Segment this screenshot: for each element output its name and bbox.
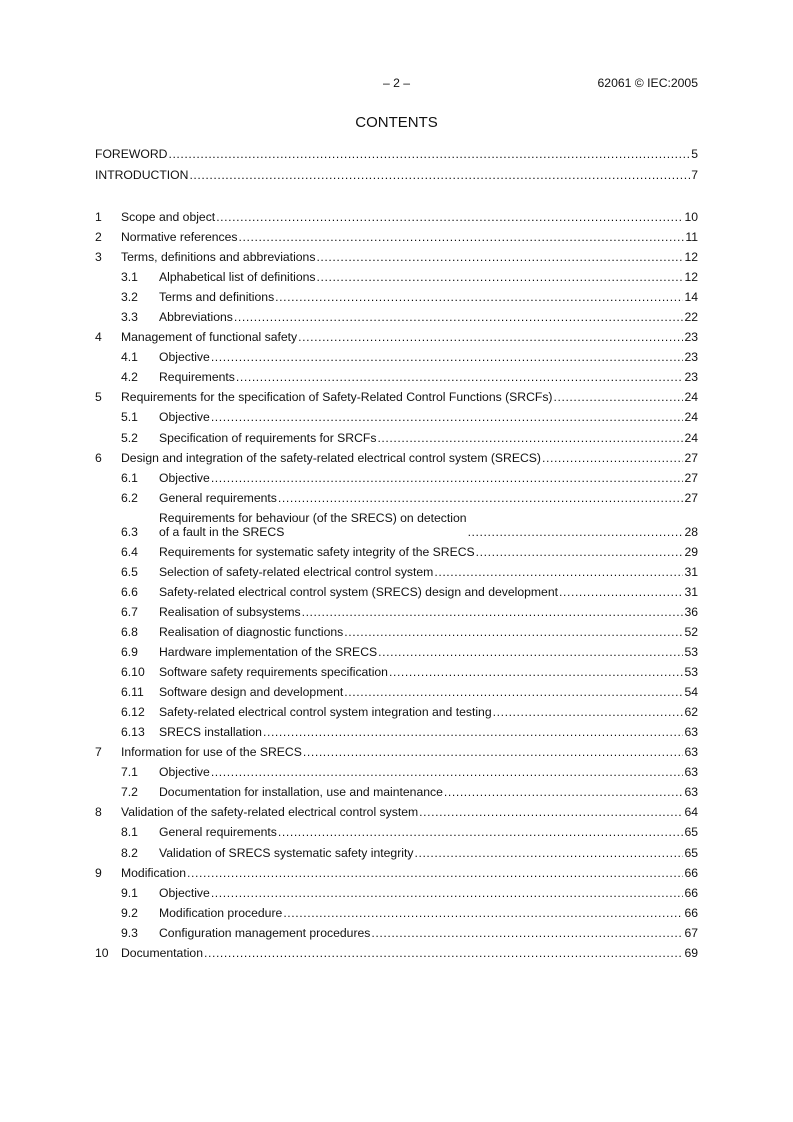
toc-entry[interactable] — [95, 742, 698, 762]
toc-entry[interactable] — [95, 883, 698, 903]
toc-entry-page: 36 — [684, 604, 698, 619]
toc-entry-title: Requirements for the specification of Safety-Related Control Functions (SRCFs) — [121, 390, 553, 405]
toc-entry[interactable] — [95, 428, 698, 448]
toc-entry-number: 8.1 — [121, 825, 138, 840]
dot-leader — [275, 287, 683, 307]
toc-entry-page: 27 — [684, 450, 698, 465]
toc-entry-page: 52 — [684, 624, 698, 639]
toc-entry-number: 6.13 — [121, 725, 145, 740]
toc-entry-number: 6.3 — [121, 524, 138, 539]
toc-entry-page: 63 — [684, 765, 698, 780]
dot-leader — [493, 702, 684, 722]
toc-entry-number: 6.12 — [121, 705, 145, 720]
toc-entry-title: Safety-related electrical control system integration and testing — [159, 705, 492, 720]
toc-entry-title: Modification — [121, 865, 187, 880]
toc-entry[interactable] — [95, 802, 698, 822]
toc-entry[interactable] — [95, 943, 698, 963]
dot-leader — [419, 802, 683, 822]
toc-entry-number: 6.10 — [121, 665, 145, 680]
dot-leader — [303, 742, 684, 762]
toc-entry-page: 24 — [684, 430, 698, 445]
toc-entry-page: 27 — [684, 490, 698, 505]
toc-entry[interactable] — [95, 642, 698, 662]
toc-entry-number: 6.6 — [121, 584, 138, 599]
toc-entry-page: 66 — [684, 865, 698, 880]
page-number: – 2 – — [382, 76, 411, 90]
toc-entry[interactable] — [95, 822, 698, 842]
toc-entry[interactable] — [95, 662, 698, 682]
toc-main — [95, 207, 698, 963]
dot-leader — [559, 582, 683, 602]
toc-entry-title: Realisation of diagnostic functions — [159, 624, 344, 639]
toc-entry-title: SRECS installation — [159, 725, 262, 740]
toc-entry[interactable] — [95, 287, 698, 307]
toc-entry-number: 4 — [95, 330, 102, 345]
toc-entry-page: 23 — [684, 370, 698, 385]
toc-entry-title: Specification of requirements for SRCFs — [159, 430, 377, 445]
toc-entry-title: Validation of SRECS systematic safety integrity — [159, 845, 414, 860]
toc-entry-title: Selection of safety-related electrical control system — [159, 564, 434, 579]
toc-entry-title: INTRODUCTION — [95, 167, 189, 182]
dot-leader — [476, 542, 684, 562]
toc-entry-number: 3.2 — [121, 290, 138, 305]
toc-entry-page: 69 — [684, 945, 698, 960]
toc-entry-page: 67 — [684, 925, 698, 940]
toc-entry-title: Objective — [159, 885, 210, 900]
dot-leader — [278, 488, 684, 508]
toc-entry[interactable] — [95, 562, 698, 582]
toc-entry-title: Information for use of the SRECS — [121, 745, 302, 760]
dot-leader — [239, 227, 685, 247]
dot-leader — [211, 347, 684, 367]
toc-entry-page: 10 — [684, 210, 698, 224]
toc-entry[interactable] — [95, 782, 698, 802]
toc-entry-title: Documentation for installation, use and maintenance — [159, 785, 443, 800]
toc-entry[interactable] — [95, 722, 698, 742]
dot-leader — [414, 843, 683, 863]
dot-leader — [378, 642, 683, 662]
toc-entry-page: 5 — [691, 146, 698, 161]
toc-entry-number: 3.3 — [121, 310, 138, 325]
toc-entry-page: 63 — [684, 785, 698, 800]
dot-leader — [434, 562, 683, 582]
toc-entry[interactable] — [95, 347, 698, 367]
dot-leader — [468, 522, 684, 542]
toc-entry-number: 5 — [95, 390, 102, 405]
toc-entry-title: Terms and definitions — [159, 290, 275, 305]
toc-entry[interactable] — [95, 582, 698, 602]
toc-entry-number: 4.1 — [121, 350, 138, 365]
toc-entry[interactable] — [95, 143, 698, 164]
toc-entry-page: 31 — [684, 564, 698, 579]
dot-leader — [316, 247, 683, 267]
toc-entry-page: 54 — [684, 685, 698, 700]
dot-leader — [189, 165, 690, 185]
toc-entry-page: 63 — [684, 725, 698, 740]
toc-entry-page: 62 — [684, 705, 698, 720]
dot-leader — [263, 722, 683, 742]
toc-entry-title: Requirements — [159, 370, 235, 385]
toc-entry-number: 7 — [95, 745, 102, 760]
toc-entry-title: Objective — [159, 765, 210, 780]
dot-leader — [211, 407, 684, 427]
toc-entry-title: Normative references — [121, 230, 238, 245]
dot-leader — [187, 863, 683, 883]
toc-entry-title: General requirements — [159, 825, 277, 840]
toc-entry-number: 8.2 — [121, 845, 138, 860]
toc-entry[interactable] — [95, 164, 698, 185]
toc-entry-number: 10 — [95, 945, 109, 960]
toc-entry[interactable] — [95, 267, 698, 287]
toc-entry-number: 6.5 — [121, 564, 138, 579]
dot-leader — [236, 367, 684, 387]
toc-entry-number: 6.11 — [121, 685, 144, 700]
toc-entry-number: 6.2 — [121, 490, 138, 505]
toc-entry[interactable] — [95, 682, 698, 702]
toc-entry[interactable] — [95, 843, 698, 863]
toc-entry-page: 24 — [684, 410, 698, 425]
toc-entry[interactable] — [95, 622, 698, 642]
toc-entry-page: 66 — [684, 885, 698, 900]
toc-entry-page: 14 — [684, 290, 698, 305]
toc-entry-number: 1 — [95, 210, 102, 224]
toc-entry-page: 11 — [685, 230, 698, 245]
toc-entry-page: 63 — [684, 745, 698, 760]
dot-leader — [298, 327, 683, 347]
toc-entry[interactable] — [95, 207, 698, 227]
toc-entry[interactable] — [95, 367, 698, 387]
toc-entry-title: Hardware implementation of the SRECS — [159, 645, 378, 660]
toc-entry-page: 53 — [684, 645, 698, 660]
toc-entry-number: 8 — [95, 805, 102, 820]
toc-entry-title: Requirements for behaviour (of the SRECS) on detection of a fault in the SRECS — [159, 510, 467, 539]
toc-entry-title: Alphabetical list of definitions — [159, 270, 316, 285]
toc-entry-number: 6.4 — [121, 544, 138, 559]
toc-entry-title: General requirements — [159, 490, 277, 505]
toc-entry-page: 65 — [684, 845, 698, 860]
toc-entry-page: 23 — [684, 350, 698, 365]
toc-entry[interactable] — [95, 468, 698, 488]
dot-leader — [204, 943, 683, 963]
dot-leader — [344, 682, 683, 702]
toc-entry-number: 6.1 — [121, 470, 138, 485]
toc-front-matter — [95, 143, 698, 185]
dot-leader — [389, 662, 683, 682]
toc-entry-number: 6.8 — [121, 624, 138, 639]
toc-entry[interactable] — [95, 923, 698, 943]
toc-entry-number: 9.3 — [121, 925, 138, 940]
toc-entry-page: 28 — [684, 524, 698, 539]
dot-leader — [317, 267, 684, 287]
toc-entry-title: FOREWORD — [95, 146, 168, 161]
toc-entry-number: 4.2 — [121, 370, 138, 385]
toc-entry-page: 31 — [684, 584, 698, 599]
toc-entry-number: 9.2 — [121, 905, 138, 920]
toc-entry-title: Terms, definitions and abbreviations — [121, 250, 316, 265]
toc-entry-title: Design and integration of the safety-related electrical control system (SRECS) — [121, 450, 541, 465]
toc-entry-title: Scope and object — [121, 210, 216, 224]
toc-entry[interactable] — [95, 307, 698, 327]
toc-entry[interactable] — [95, 387, 698, 407]
toc-entry-number: 5.2 — [121, 430, 138, 445]
toc-entry-page: 66 — [684, 905, 698, 920]
toc-entry-title: Software safety requirements specification — [159, 665, 388, 680]
toc-entry-title: Realisation of subsystems — [159, 604, 301, 619]
toc-entry-title: Objective — [159, 410, 210, 425]
dot-leader — [283, 903, 683, 923]
toc-entry[interactable] — [95, 448, 698, 468]
toc-entry[interactable] — [95, 247, 698, 267]
toc-entry-page: 12 — [684, 250, 698, 265]
toc-entry-number: 7.1 — [121, 765, 138, 780]
toc-entry[interactable] — [95, 542, 698, 562]
dot-leader — [168, 144, 690, 164]
dot-leader — [211, 762, 684, 782]
toc-entry[interactable] — [95, 602, 698, 622]
toc-entry-page: 29 — [684, 544, 698, 559]
toc-entry-title: Requirements for systematic safety integrity of the SRECS — [159, 544, 475, 559]
dot-leader — [211, 883, 684, 903]
toc-entry-page: 27 — [684, 470, 698, 485]
toc-entry[interactable] — [95, 762, 698, 782]
toc-entry-title: Objective — [159, 470, 210, 485]
document-reference: 62061 © IEC:2005 — [597, 76, 698, 90]
toc-entry-number: 9.1 — [121, 885, 138, 900]
toc-entry-title: Safety-related electrical control system (SRECS) design and development — [159, 584, 558, 599]
toc-entry[interactable] — [95, 227, 698, 247]
toc-entry-title: Validation of the safety-related electrical control system — [121, 805, 419, 820]
toc-entry-page: 53 — [684, 665, 698, 680]
toc-entry-title: Documentation — [121, 945, 203, 960]
toc-entry-page: 23 — [684, 330, 698, 345]
toc-entry-page: 64 — [684, 805, 698, 820]
toc-entry[interactable] — [95, 327, 698, 347]
toc-entry-title: Objective — [159, 350, 210, 365]
toc-entry-number: 6.9 — [121, 645, 138, 660]
dot-leader — [211, 468, 684, 488]
toc-entry[interactable] — [95, 407, 698, 427]
dot-leader — [216, 207, 683, 227]
toc-entry-number: 2 — [95, 230, 102, 245]
toc-entry-page: 12 — [684, 270, 698, 285]
dot-leader — [553, 387, 683, 407]
toc-entry[interactable] — [95, 508, 698, 542]
toc-entry-number: 9 — [95, 865, 102, 880]
toc-entry-number: 3.1 — [121, 270, 138, 285]
dot-leader — [278, 822, 684, 842]
toc-entry[interactable] — [95, 863, 698, 883]
toc-entry[interactable] — [95, 903, 698, 923]
dot-leader — [444, 782, 684, 802]
toc-entry-page: 65 — [684, 825, 698, 840]
toc-entry-title: Abbreviations — [159, 310, 233, 325]
toc-entry-title: Modification procedure — [159, 905, 283, 920]
toc-entry-number: 5.1 — [121, 410, 138, 425]
page-title: CONTENTS — [355, 114, 438, 131]
toc-entry[interactable] — [95, 488, 698, 508]
dot-leader — [371, 923, 683, 943]
toc-entry-page: 24 — [684, 390, 698, 405]
toc-entry-number: 6 — [95, 450, 102, 465]
toc-entry-number: 6.7 — [121, 604, 138, 619]
dot-leader — [377, 428, 683, 448]
toc-entry-title: Configuration management procedures — [159, 925, 371, 940]
toc-entry-number: 3 — [95, 250, 102, 265]
toc-entry[interactable] — [95, 702, 698, 722]
dot-leader — [302, 602, 684, 622]
dot-leader — [344, 622, 683, 642]
dot-leader — [234, 307, 684, 327]
toc-entry-page: 22 — [684, 310, 698, 325]
toc-entry-number: 7.2 — [121, 785, 138, 800]
toc-entry-title: Management of functional safety — [121, 330, 298, 345]
dot-leader — [542, 448, 683, 468]
toc-entry-page: 7 — [691, 167, 698, 182]
toc-entry-title: Software design and development — [159, 685, 344, 700]
